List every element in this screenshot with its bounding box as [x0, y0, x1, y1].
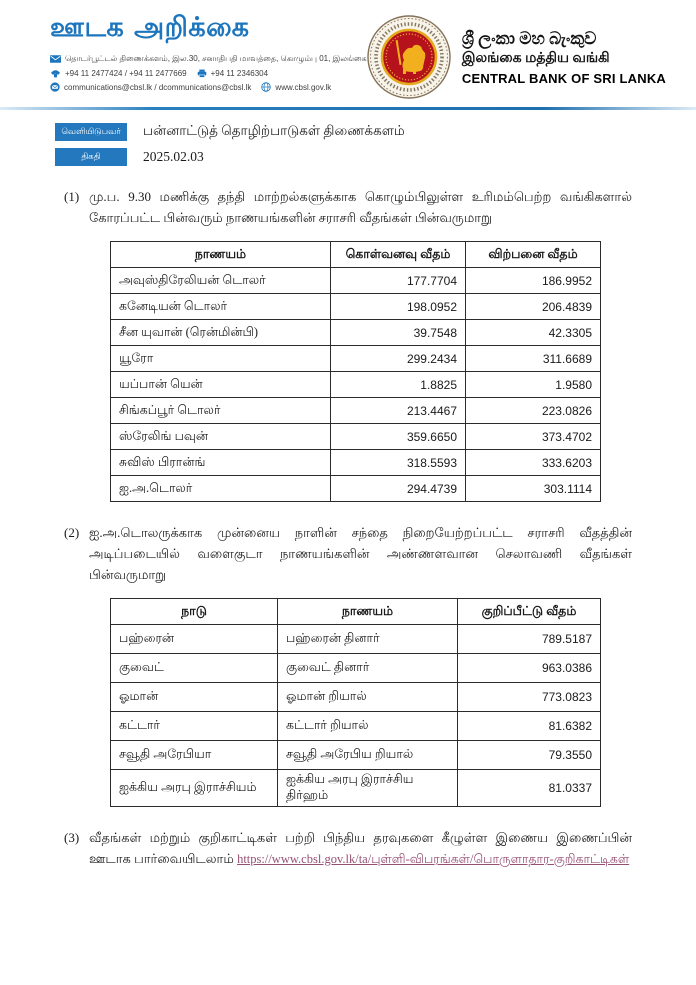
paragraph-3 — [64, 827, 632, 869]
table-cell: சீன யுவான் (ரென்மின்பி) — [111, 320, 331, 346]
table-row — [111, 770, 601, 807]
paragraph-2 — [64, 522, 632, 585]
table-cell: 299.2434 — [331, 346, 466, 372]
table-row — [111, 398, 601, 424]
address-line — [50, 54, 367, 64]
table-cell: யூரோ — [111, 346, 331, 372]
header-divider — [0, 107, 696, 110]
table-row — [111, 372, 601, 398]
table-cell: 39.7548 — [331, 320, 466, 346]
table-cell: கனேடியன் டொலர் — [111, 294, 331, 320]
bank-name-tamil: இலங்கை மத்திய வங்கி — [461, 50, 610, 66]
web-line — [50, 82, 367, 92]
table-cell: சவூதி அரேபியா — [111, 741, 278, 770]
table-cell: ஸ்ரேலிங் பவுன் — [111, 424, 331, 450]
issuer-value: பன்னாட்டுத் தொழிற்பாடுகள் திணைக்களம் — [143, 123, 405, 138]
table-row — [111, 741, 601, 770]
table-cell: ஐக்கிய அரபு இராச்சிய திர்ஹம் — [278, 770, 458, 807]
bank-names — [462, 29, 666, 86]
globe-icon — [261, 82, 271, 92]
column-header-currency: நாணயம் — [111, 242, 331, 268]
address-text: தொடர்பூட்டல் திணைக்களம், இல.30, சனாதிபதி மாவத்தை, கொழும்பு 01, இலங்கை — [65, 54, 367, 63]
table-row — [111, 294, 601, 320]
table-row — [111, 712, 601, 741]
issuer-label: வெளியிடுபவர் — [55, 123, 127, 141]
table-row — [111, 625, 601, 654]
table-cell: ஐக்கிய அரபு இராச்சியம் — [111, 770, 278, 807]
column-header-buying-rate: கொள்வனவு வீதம் — [331, 242, 466, 268]
table-cell: 186.9952 — [466, 268, 601, 294]
column-header-indicative-rate: குறிப்பீட்டு வீதம் — [458, 599, 601, 625]
table-row — [111, 683, 601, 712]
column-header-selling-rate: விற்பனை வீதம் — [466, 242, 601, 268]
column-header-currency: நாணயம் — [278, 599, 458, 625]
table-cell: ஓமான் — [111, 683, 278, 712]
release-meta — [55, 123, 696, 166]
letterhead-right — [367, 15, 666, 99]
table-cell: சுவிஸ் பிரான்ங் — [111, 450, 331, 476]
phone-numbers: +94 11 2477424 / +94 11 2477669 — [65, 68, 187, 78]
paragraph-3-number: (3) — [64, 830, 80, 846]
table-cell: 81.6382 — [458, 712, 601, 741]
table-cell: பஹ்ரைன் — [111, 625, 278, 654]
table-cell: பஹ்ரைன் தினார் — [278, 625, 458, 654]
date-row — [55, 148, 696, 166]
table-row — [111, 654, 601, 683]
table-cell: 333.6203 — [466, 450, 601, 476]
table-cell: 963.0386 — [458, 654, 601, 683]
table-cell: 311.6689 — [466, 346, 601, 372]
table-cell: சிங்கப்பூர் டொலர் — [111, 398, 331, 424]
telegraphic-rates-table — [110, 241, 601, 502]
table-cell: குவைட் — [111, 654, 278, 683]
table-cell: 81.0337 — [458, 770, 601, 807]
fax-number: +94 11 2346304 — [210, 68, 269, 78]
table-cell: 359.6650 — [331, 424, 466, 450]
paragraph-3-text — [89, 827, 632, 869]
table-header-row — [111, 242, 601, 268]
table-cell: 303.1114 — [466, 476, 601, 502]
table-cell: 198.0952 — [331, 294, 466, 320]
table-cell: 318.5593 — [331, 450, 466, 476]
table-cell: 213.4467 — [331, 398, 466, 424]
media-release-title: ஊடக அறிக்கை — [50, 12, 250, 43]
table-cell: கட்டார் — [111, 712, 278, 741]
bank-name-sinhala: ශ්‍රී ලංකා මහ බැංකුව — [461, 28, 597, 48]
email-icon — [50, 82, 60, 92]
email-addresses: communications@cbsl.lk / dcommunications@cbsl.lk — [64, 82, 252, 92]
table-cell: 206.4839 — [466, 294, 601, 320]
table-row — [111, 346, 601, 372]
letterhead-left — [50, 12, 367, 92]
date-label: திகதி — [55, 148, 127, 166]
table-row — [111, 268, 601, 294]
table-cell: அவுஸ்திரேலியன் டொலர் — [111, 268, 331, 294]
phone-line — [50, 69, 367, 78]
paragraph-1-number: (1) — [64, 189, 80, 204]
table-row — [111, 424, 601, 450]
paragraph-2-number: (2) — [64, 525, 80, 541]
table-cell: 773.0823 — [458, 683, 601, 712]
cbsl-seal-logo — [367, 15, 451, 99]
table-cell: கட்டார் றியால் — [278, 712, 458, 741]
issuer-row — [55, 123, 696, 141]
paragraph-1 — [64, 186, 632, 228]
letterhead — [0, 0, 696, 99]
envelope-icon — [50, 55, 61, 63]
table-cell: சவூதி அரேபிய றியால் — [278, 741, 458, 770]
column-header-country: நாடு — [111, 599, 278, 625]
phone-icon — [50, 69, 61, 78]
table-cell: ஓமான் றியால் — [278, 683, 458, 712]
gulf-currency-rates-table — [110, 598, 601, 807]
table-cell: 789.5187 — [458, 625, 601, 654]
table-cell: 79.3550 — [458, 741, 601, 770]
table-cell: 373.4702 — [466, 424, 601, 450]
table-row — [111, 320, 601, 346]
website-url: www.cbsl.gov.lk — [275, 82, 332, 92]
paragraph-3-body: வீதங்கள் மற்றும் குறிகாட்டிகள் பற்றி பிந்திய தரவுகளை கீழுள்ள இணைய இணைப்பின் ஊடாக பார்வையிடலாம் — [89, 830, 632, 867]
table-header-row — [111, 599, 601, 625]
table-row — [111, 476, 601, 502]
bank-name-english: CENTRAL BANK OF SRI LANKA — [461, 70, 666, 86]
fax-printer-icon — [197, 69, 207, 78]
table-cell: 1.8825 — [331, 372, 466, 398]
table-row — [111, 450, 601, 476]
date-value: 2025.02.03 — [143, 149, 204, 164]
table-cell: 294.4739 — [331, 476, 466, 502]
table-cell: குவைட் தினார் — [278, 654, 458, 683]
table-cell: 223.0826 — [466, 398, 601, 424]
table-cell: 42.3305 — [466, 320, 601, 346]
economic-indicators-link[interactable]: https://www.cbsl.gov.lk/ta/புள்ளி-விபரங்கள்/பொருளாதார-குறிகாட்டிகள் — [237, 852, 630, 867]
table-cell: ஐ.அ.டொலர் — [111, 476, 331, 502]
paragraph-1-text: மு.ப. 9.30 மணிக்கு தந்தி மாற்றல்களுக்காக கொழும்பிலுள்ள உரிமம்பெற்ற வங்கிகளால் கோரப்பட்ட பின்வரும் நாணயங்களின் சராசரி வீதங்கள் பின்வருமாறு — [89, 189, 632, 226]
table-cell: 1.9580 — [466, 372, 601, 398]
table-cell: யப்பான் யென் — [111, 372, 331, 398]
paragraph-2-text: ஐ.அ.டொலருக்காக முன்னைய நாளின் சந்தை நிறையேற்றப்பட்ட சராசரி வீதத்தின் அடிப்படையில் வளைகுடா நாணயங்களின் அண்ணளவான செலாவணி வீதங்கள் பின்வருமாறு — [89, 525, 632, 583]
table-cell: 177.7704 — [331, 268, 466, 294]
